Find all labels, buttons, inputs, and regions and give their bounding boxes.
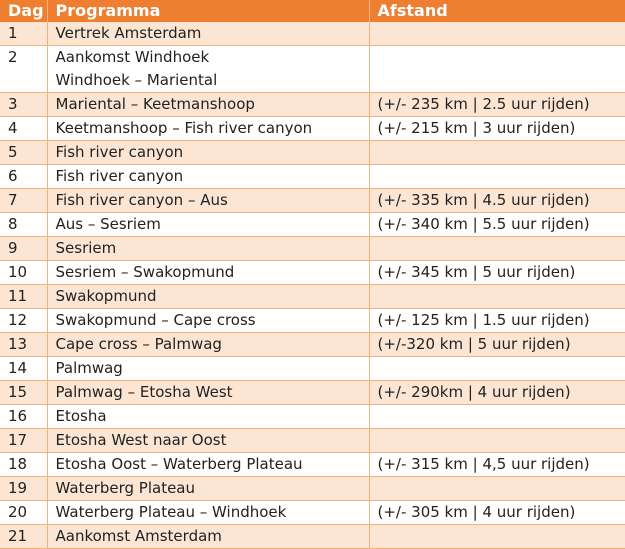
program-cell bbox=[47, 93, 369, 117]
table-row bbox=[0, 357, 625, 381]
program-cell bbox=[47, 357, 369, 381]
program-cell bbox=[47, 213, 369, 237]
program-cell bbox=[47, 477, 369, 501]
program-cell bbox=[47, 237, 369, 261]
program-line: Fish river canyon – Aus bbox=[55, 191, 228, 209]
table-row bbox=[0, 117, 625, 141]
program-line: Cape cross – Palmwag bbox=[55, 335, 222, 353]
program-line: Aankomst Windhoek bbox=[55, 48, 210, 66]
program-cell bbox=[47, 261, 369, 285]
table-row bbox=[0, 165, 625, 189]
program-line: Etosha Oost – Waterberg Plateau bbox=[55, 455, 303, 473]
distance-cell bbox=[369, 525, 625, 549]
header-dag: Dag bbox=[0, 0, 47, 22]
table-row bbox=[0, 381, 625, 405]
program-line: Etosha West naar Oost bbox=[55, 431, 227, 449]
table-row bbox=[0, 285, 625, 309]
distance-cell bbox=[369, 165, 625, 189]
program-cell bbox=[47, 453, 369, 477]
program-cell bbox=[47, 285, 369, 309]
distance-cell bbox=[369, 285, 625, 309]
day-cell: 20 bbox=[0, 501, 47, 525]
table-row bbox=[0, 189, 625, 213]
table-row bbox=[0, 429, 625, 453]
table-row bbox=[0, 501, 625, 525]
day-cell: 12 bbox=[0, 309, 47, 333]
distance-cell bbox=[369, 429, 625, 453]
distance-cell: (+/- 215 km | 3 uur rijden) bbox=[369, 117, 625, 141]
program-cell bbox=[47, 189, 369, 213]
program-line: Swakopmund bbox=[55, 287, 157, 305]
program-cell bbox=[47, 381, 369, 405]
program-cell bbox=[47, 501, 369, 525]
distance-cell bbox=[369, 405, 625, 429]
header-programma: Programma bbox=[47, 0, 369, 22]
distance-cell bbox=[369, 22, 625, 46]
distance-cell: (+/- 125 km | 1.5 uur rijden) bbox=[369, 309, 625, 333]
program-line: Mariental – Keetmanshoop bbox=[55, 95, 255, 113]
table-header bbox=[0, 0, 625, 22]
distance-cell bbox=[369, 357, 625, 381]
program-line: Sesriem – Swakopmund bbox=[55, 263, 235, 281]
day-cell: 16 bbox=[0, 405, 47, 429]
distance-cell: (+/- 315 km | 4,5 uur rijden) bbox=[369, 453, 625, 477]
day-cell: 11 bbox=[0, 285, 47, 309]
program-cell bbox=[47, 141, 369, 165]
distance-cell bbox=[369, 46, 625, 93]
day-cell: 18 bbox=[0, 453, 47, 477]
day-cell: 8 bbox=[0, 213, 47, 237]
header-row bbox=[0, 0, 625, 22]
distance-cell: (+/- 340 km | 5.5 uur rijden) bbox=[369, 213, 625, 237]
program-cell bbox=[47, 405, 369, 429]
program-line: Etosha bbox=[55, 407, 107, 425]
day-cell: 7 bbox=[0, 189, 47, 213]
table-row bbox=[0, 525, 625, 549]
program-cell bbox=[47, 429, 369, 453]
day-cell: 4 bbox=[0, 117, 47, 141]
day-cell: 1 bbox=[0, 22, 47, 46]
header-afstand: Afstand bbox=[377, 1, 448, 20]
day-cell: 19 bbox=[0, 477, 47, 501]
table-row bbox=[0, 213, 625, 237]
day-cell: 5 bbox=[0, 141, 47, 165]
program-line: Fish river canyon bbox=[55, 167, 184, 185]
day-cell: 15 bbox=[0, 381, 47, 405]
program-cell bbox=[47, 117, 369, 141]
program-line: Aus – Sesriem bbox=[55, 215, 161, 233]
distance-cell bbox=[369, 477, 625, 501]
day-cell: 9 bbox=[0, 237, 47, 261]
program-line: Palmwag bbox=[55, 359, 123, 377]
day-cell: 17 bbox=[0, 429, 47, 453]
day-cell: 3 bbox=[0, 93, 47, 117]
program-line: Aankomst Amsterdam bbox=[55, 527, 222, 545]
table-body bbox=[0, 22, 625, 549]
table-row bbox=[0, 333, 625, 357]
table-row bbox=[0, 237, 625, 261]
table-row bbox=[0, 405, 625, 429]
distance-cell: (+/-320 km | 5 uur rijden) bbox=[369, 333, 625, 357]
distance-cell: (+/- 345 km | 5 uur rijden) bbox=[369, 261, 625, 285]
table-row bbox=[0, 309, 625, 333]
table-row bbox=[0, 261, 625, 285]
distance-cell: (+/- 335 km | 4.5 uur rijden) bbox=[369, 189, 625, 213]
table-row bbox=[0, 453, 625, 477]
table-row bbox=[0, 46, 625, 93]
distance-cell: (+/- 305 km | 4 uur rijden) bbox=[369, 501, 625, 525]
day-cell: 2 bbox=[0, 46, 47, 93]
distance-cell: (+/- 235 km | 2.5 uur rijden) bbox=[369, 93, 625, 117]
program-cell bbox=[47, 333, 369, 357]
program-cell bbox=[47, 46, 369, 93]
distance-cell bbox=[369, 237, 625, 261]
day-cell: 14 bbox=[0, 357, 47, 381]
program-line: Windhoek – Mariental bbox=[55, 71, 218, 89]
program-line: Fish river canyon bbox=[55, 143, 184, 161]
day-cell: 21 bbox=[0, 525, 47, 549]
program-cell bbox=[47, 165, 369, 189]
distance-cell bbox=[369, 141, 625, 165]
program-cell bbox=[47, 525, 369, 549]
program-cell bbox=[47, 309, 369, 333]
program-cell bbox=[47, 22, 369, 46]
program-line: Palmwag – Etosha West bbox=[55, 383, 233, 401]
program-line: Keetmanshoop – Fish river canyon bbox=[55, 119, 313, 137]
day-cell: 10 bbox=[0, 261, 47, 285]
program-line: Vertrek Amsterdam bbox=[55, 24, 202, 42]
table-row bbox=[0, 93, 625, 117]
program-line: Waterberg Plateau – Windhoek bbox=[55, 503, 287, 521]
day-cell: 13 bbox=[0, 333, 47, 357]
program-line: Waterberg Plateau bbox=[55, 479, 195, 497]
table-row bbox=[0, 141, 625, 165]
program-line: Sesriem bbox=[55, 239, 117, 257]
table-row bbox=[0, 477, 625, 501]
program-line: Swakopmund – Cape cross bbox=[55, 311, 256, 329]
table-row bbox=[0, 22, 625, 46]
day-cell: 6 bbox=[0, 165, 47, 189]
distance-cell: (+/- 290km | 4 uur rijden) bbox=[369, 381, 625, 405]
